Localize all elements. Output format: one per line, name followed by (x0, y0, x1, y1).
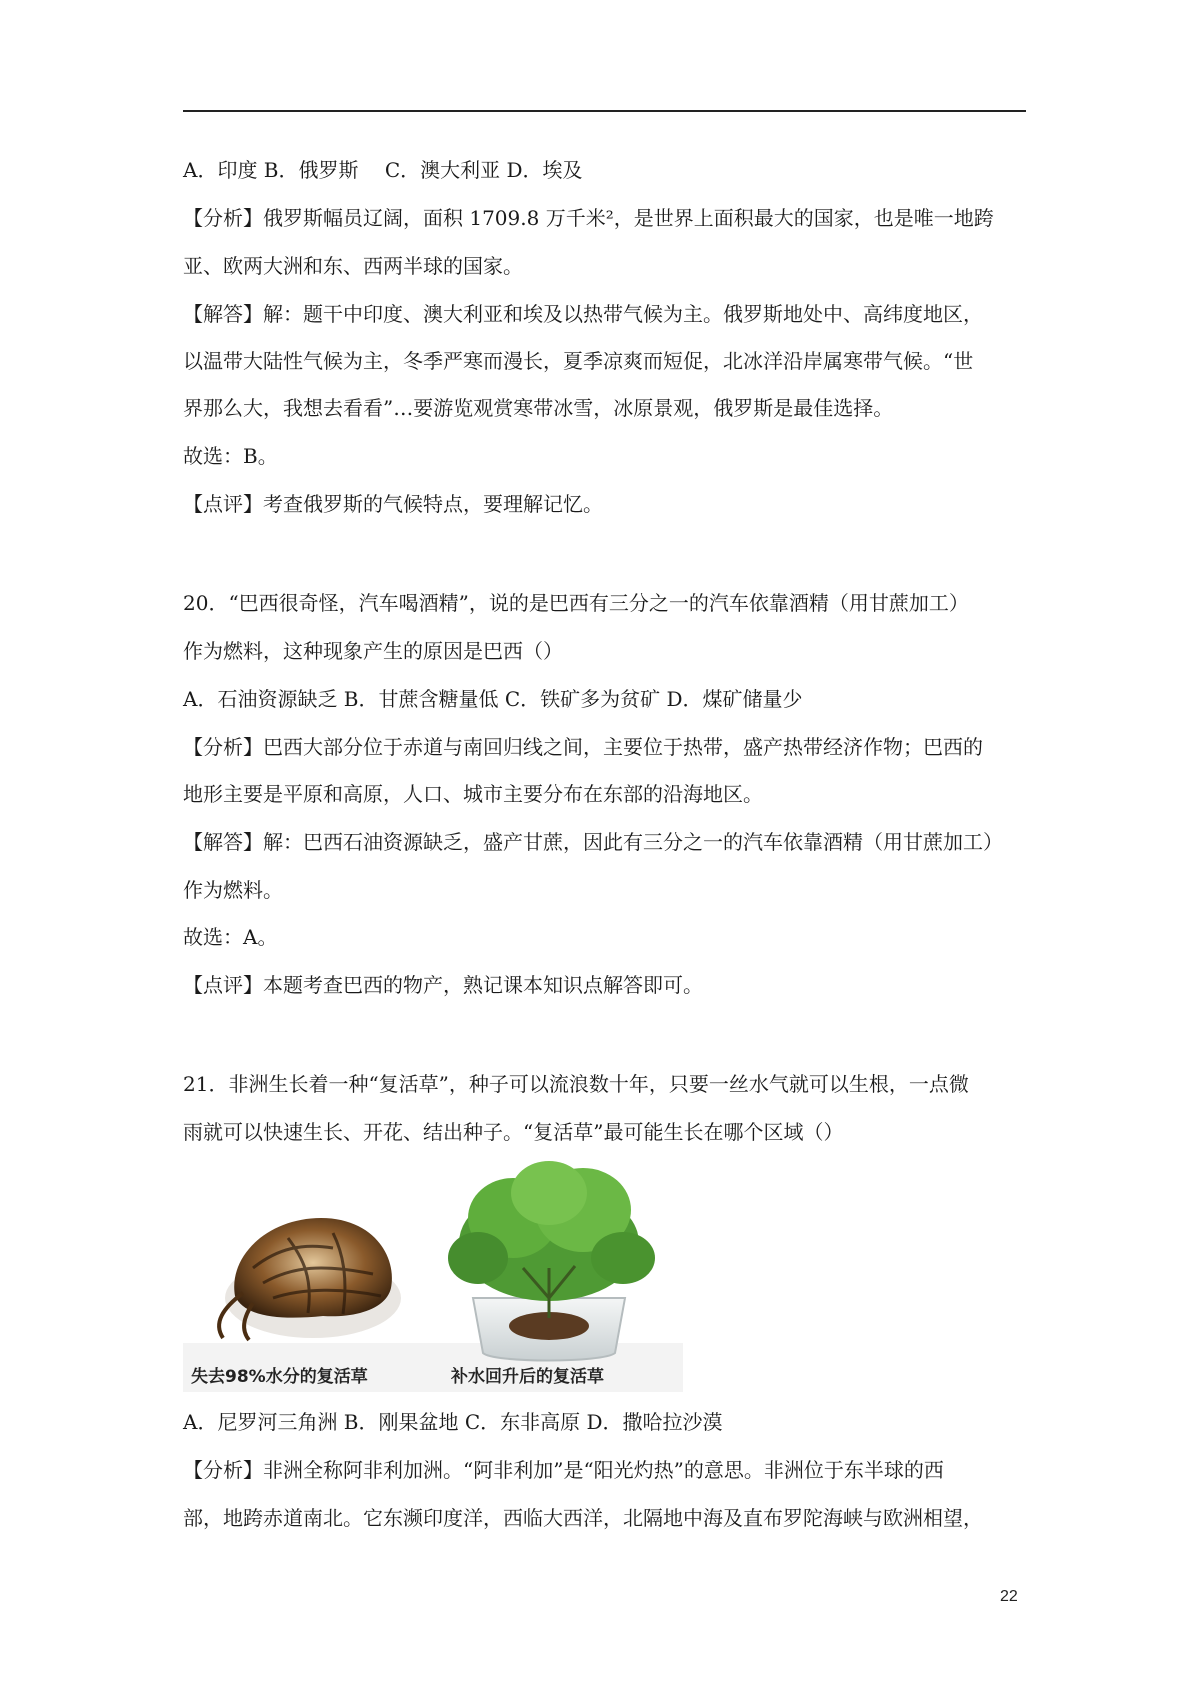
q20-answer-line-2: 作为燃料。 (183, 878, 283, 902)
q21-stem-line-1: 21．非洲生长着一种“复活草”，种子可以流浪数十年，只要一丝水气就可以生根，一点微 (183, 1072, 969, 1096)
q20-stem-line-2: 作为燃料，这种现象产生的原因是巴西（） (183, 639, 563, 663)
page-number: 22 (1000, 1588, 1018, 1605)
q19-options: A．印度 B．俄罗斯 C．澳大利亚 D．埃及 (183, 158, 583, 182)
q21-analysis-line-1: 【分析】非洲全称阿非利加洲。“阿非利加”是“阳光灼热”的意思。非洲位于东半球的西 (183, 1458, 944, 1482)
resurrection-plant-photo (183, 1148, 683, 1392)
q20-choice: 故选：A。 (183, 925, 278, 949)
q20-comment: 【点评】本题考查巴西的物产，熟记课本知识点解答即可。 (183, 973, 703, 997)
q19-answer-line-3: 界那么大，我想去看看”…要游览观赏寒带冰雪，冰原景观，俄罗斯是最佳选择。 (183, 396, 894, 420)
q19-analysis-line-2: 亚、欧两大洲和东、西两半球的国家。 (183, 254, 523, 278)
q19-choice: 故选：B。 (183, 444, 278, 468)
q20-options: A．石油资源缺乏 B．甘蔗含糖量低 C．铁矿多为贫矿 D．煤矿储量少 (183, 687, 803, 711)
header-rule (183, 110, 1026, 112)
q20-analysis-line-1: 【分析】巴西大部分位于赤道与南回归线之间，主要位于热带，盛产热带经济作物；巴西的 (183, 735, 983, 759)
resurrection-plant-figure (183, 1148, 683, 1392)
q19-comment: 【点评】考查俄罗斯的气候特点，要理解记忆。 (183, 492, 603, 516)
caption-revived-plant: 补水回升后的复活草 (451, 1367, 604, 1387)
q19-answer-line-2: 以温带大陆性气候为主，冬季严寒而漫长，夏季凉爽而短促，北冰洋沿岸属寒带气候。“世 (183, 349, 974, 373)
q21-analysis-line-2: 部，地跨赤道南北。它东濒印度洋，西临大西洋，北隔地中海及直布罗陀海峡与欧洲相望， (183, 1506, 983, 1530)
q19-analysis-line-1: 【分析】俄罗斯幅员辽阔，面积 1709.8 万千米²，是世界上面积最大的国家，也是唯一地跨 (183, 206, 994, 230)
q20-analysis-line-2: 地形主要是平原和高原，人口、城市主要分布在东部的沿海地区。 (183, 782, 763, 806)
caption-dried-plant: 失去98%水分的复活草 (191, 1367, 368, 1387)
q21-options: A．尼罗河三角洲 B．刚果盆地 C．东非高原 D．撒哈拉沙漠 (183, 1410, 723, 1434)
q21-stem-line-2: 雨就可以快速生长、开花、结出种子。“复活草”最可能生长在哪个区域（） (183, 1120, 844, 1144)
q19-answer-line-1: 【解答】解：题干中印度、澳大利亚和埃及以热带气候为主。俄罗斯地处中、高纬度地区， (183, 302, 983, 326)
q20-stem-line-1: 20．“巴西很奇怪，汽车喝酒精”，说的是巴西有三分之一的汽车依靠酒精（用甘蔗加工） (183, 591, 969, 615)
q20-answer-line-1: 【解答】解：巴西石油资源缺乏，盛产甘蔗，因此有三分之一的汽车依靠酒精（用甘蔗加工） (183, 830, 1003, 854)
